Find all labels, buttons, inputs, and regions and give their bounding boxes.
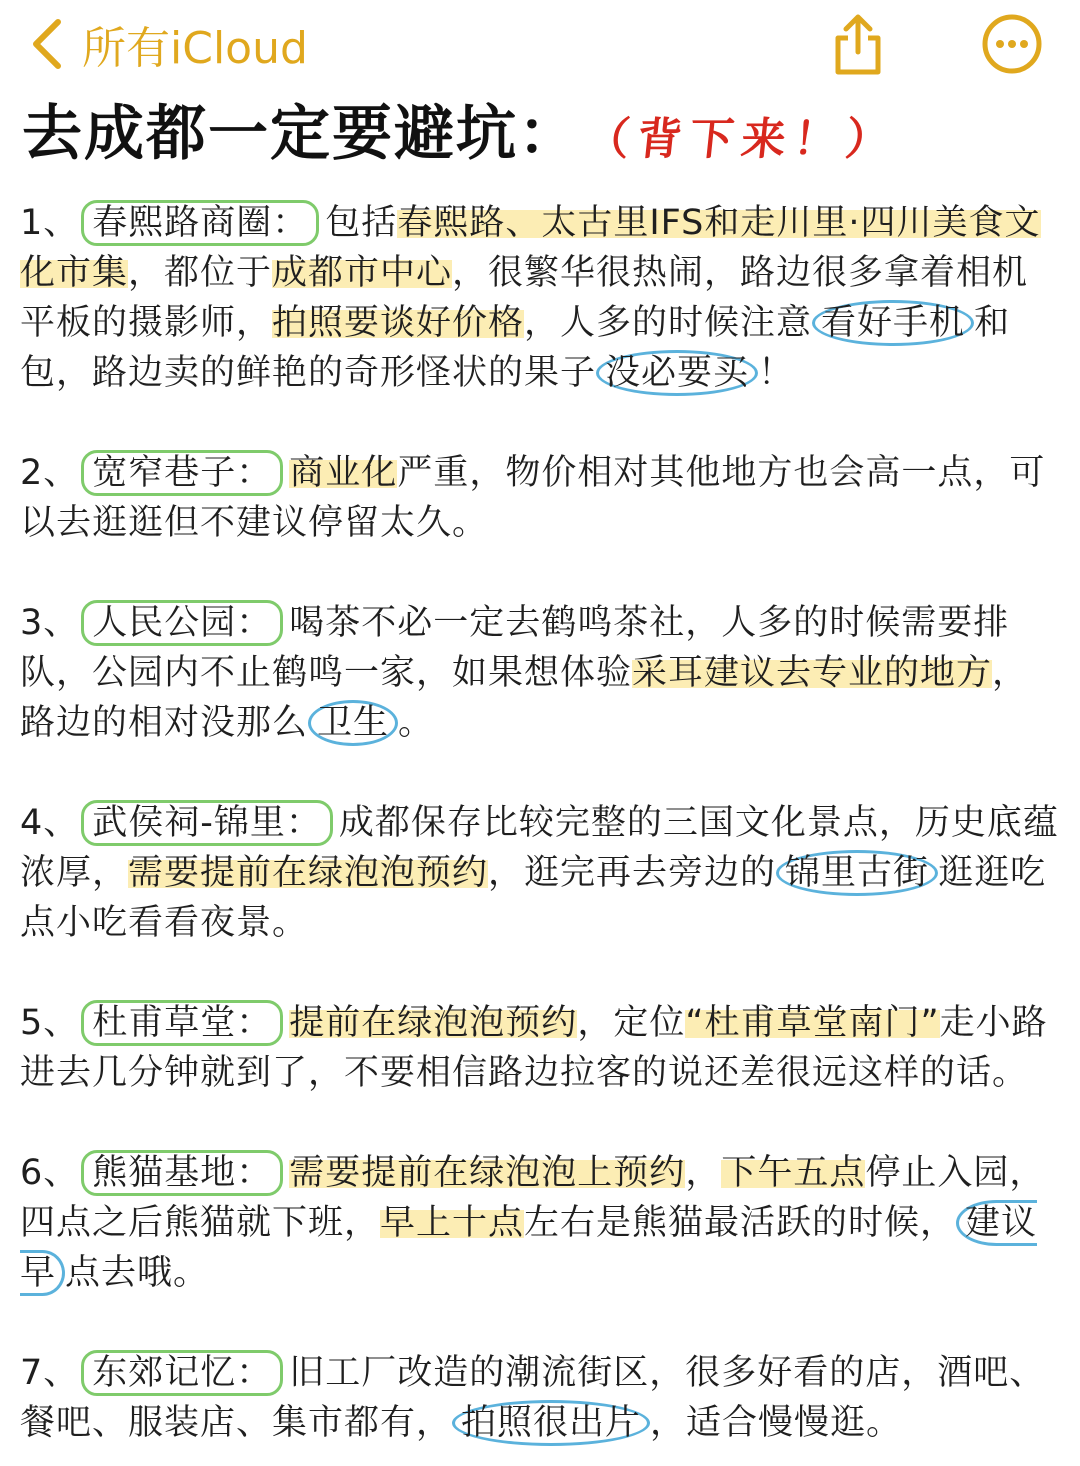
circled-text: 没必要买 bbox=[596, 350, 758, 396]
place-tag: 武侯祠-锦里： bbox=[81, 800, 333, 846]
body-text: ！ bbox=[758, 353, 795, 393]
body-text: 走小路进去几分钟就到了，不要相信路边拉客的说还差很远这样的话。 bbox=[20, 1003, 1048, 1093]
item-number: 5、 bbox=[20, 1003, 80, 1043]
body-text: 。 bbox=[398, 703, 435, 743]
circled-text: 卫生 bbox=[308, 700, 398, 746]
place-tag: 杜甫草堂： bbox=[81, 1000, 283, 1046]
circled-text: 看好手机 bbox=[812, 300, 974, 346]
back-button[interactable] bbox=[30, 14, 308, 74]
body-text: ，适合慢慢逛。 bbox=[650, 1403, 903, 1443]
item-number: 7、 bbox=[20, 1353, 80, 1393]
top-bar bbox=[0, 0, 1080, 90]
title-main: 去成都一定要避坑： bbox=[22, 99, 580, 169]
circled-text: 建议早 bbox=[20, 1200, 1037, 1296]
place-tag: 人民公园： bbox=[81, 600, 283, 646]
item-number: 2、 bbox=[20, 453, 80, 493]
body-text: 严重，物价相对其他地方也会高一点，可以去逛逛但不建议停留太久。 bbox=[20, 453, 1046, 543]
body-text: ， bbox=[685, 1153, 722, 1193]
place-tag: 熊猫基地： bbox=[81, 1150, 283, 1196]
highlighted-text: 采耳建议去专业的地方 bbox=[632, 653, 993, 693]
body-text: 成都保存比较完整的三国文化景点，历史底蕴浓厚， bbox=[20, 803, 1059, 893]
body-text: ，路边的相对没那么 bbox=[20, 653, 1029, 743]
highlighted-text: 春熙路、太古里IFS和走川里·四川美食文化市集 bbox=[20, 203, 1041, 293]
item-number: 4、 bbox=[20, 803, 80, 843]
list-item bbox=[20, 798, 1060, 948]
list-item bbox=[20, 1148, 1060, 1298]
body-text: ，都位于 bbox=[128, 253, 273, 293]
place-tag: 春熙路商圈： bbox=[81, 200, 319, 246]
body-text: ，逛完再去旁边的 bbox=[488, 853, 777, 893]
item-number: 6、 bbox=[20, 1153, 80, 1193]
highlighted-text: 提前在绿泡泡预约 bbox=[289, 1003, 578, 1043]
body-text: ，人多的时候注意 bbox=[524, 303, 813, 343]
note-title bbox=[22, 86, 901, 169]
highlighted-text: 下午五点 bbox=[721, 1153, 866, 1193]
chevron-left-icon bbox=[30, 18, 64, 70]
highlighted-text: 拍照要谈好价格 bbox=[272, 303, 525, 343]
list-item bbox=[20, 1348, 1060, 1448]
back-label: 所有iCloud bbox=[82, 23, 308, 74]
body-text: 包括 bbox=[325, 203, 398, 243]
place-tag: 宽窄巷子： bbox=[81, 450, 283, 496]
circled-text: 拍照很出片 bbox=[452, 1400, 650, 1446]
share-button[interactable] bbox=[826, 12, 890, 76]
circled-text: 锦里古街 bbox=[776, 850, 938, 896]
highlighted-text: 需要提前在绿泡泡预约 bbox=[128, 853, 489, 893]
list-item bbox=[20, 998, 1060, 1098]
body-text: ，定位 bbox=[577, 1003, 686, 1043]
list-item bbox=[20, 198, 1060, 398]
item-number: 1、 bbox=[20, 203, 80, 243]
body-text: 喝茶不必一定去鹤鸣茶社，人多的时候需要排队，公园内不止鹤鸣一家，如果想体验 bbox=[20, 603, 1010, 693]
body-text: 停止入园，四点之后熊猫就下班， bbox=[20, 1153, 1046, 1243]
list-item bbox=[20, 598, 1060, 748]
highlighted-text: 成都市中心 bbox=[272, 253, 453, 293]
item-number: 3、 bbox=[20, 603, 80, 643]
body-text: 左右是熊猫最活跃的时候， bbox=[524, 1203, 957, 1243]
highlighted-text: 需要提前在绿泡泡上预约 bbox=[289, 1153, 686, 1193]
highlighted-text: “杜甫草堂南门” bbox=[685, 1003, 940, 1043]
place-tag: 东郊记忆： bbox=[81, 1350, 283, 1396]
body-text: 和包，路边卖的鲜艳的奇形怪状的果子 bbox=[20, 303, 1011, 393]
more-options-button[interactable] bbox=[980, 12, 1044, 76]
highlighted-text: 商业化 bbox=[289, 453, 398, 493]
ellipsis-circle-icon bbox=[980, 12, 1044, 76]
body-text: 旧工厂改造的潮流街区，很多好看的店，酒吧、餐吧、服装店、集市都有， bbox=[20, 1353, 1046, 1443]
share-icon bbox=[826, 12, 890, 76]
highlighted-text: 早上十点 bbox=[380, 1203, 525, 1243]
list-item bbox=[20, 448, 1060, 548]
body-text: 点去哦。 bbox=[65, 1253, 210, 1293]
body-text: 逛逛吃点小吃看看夜景。 bbox=[20, 853, 1047, 943]
body-text: ，很繁华很热闹，路边很多拿着相机平板的摄影师， bbox=[20, 253, 1029, 343]
title-handwritten-note: （背下来！） bbox=[582, 114, 901, 165]
